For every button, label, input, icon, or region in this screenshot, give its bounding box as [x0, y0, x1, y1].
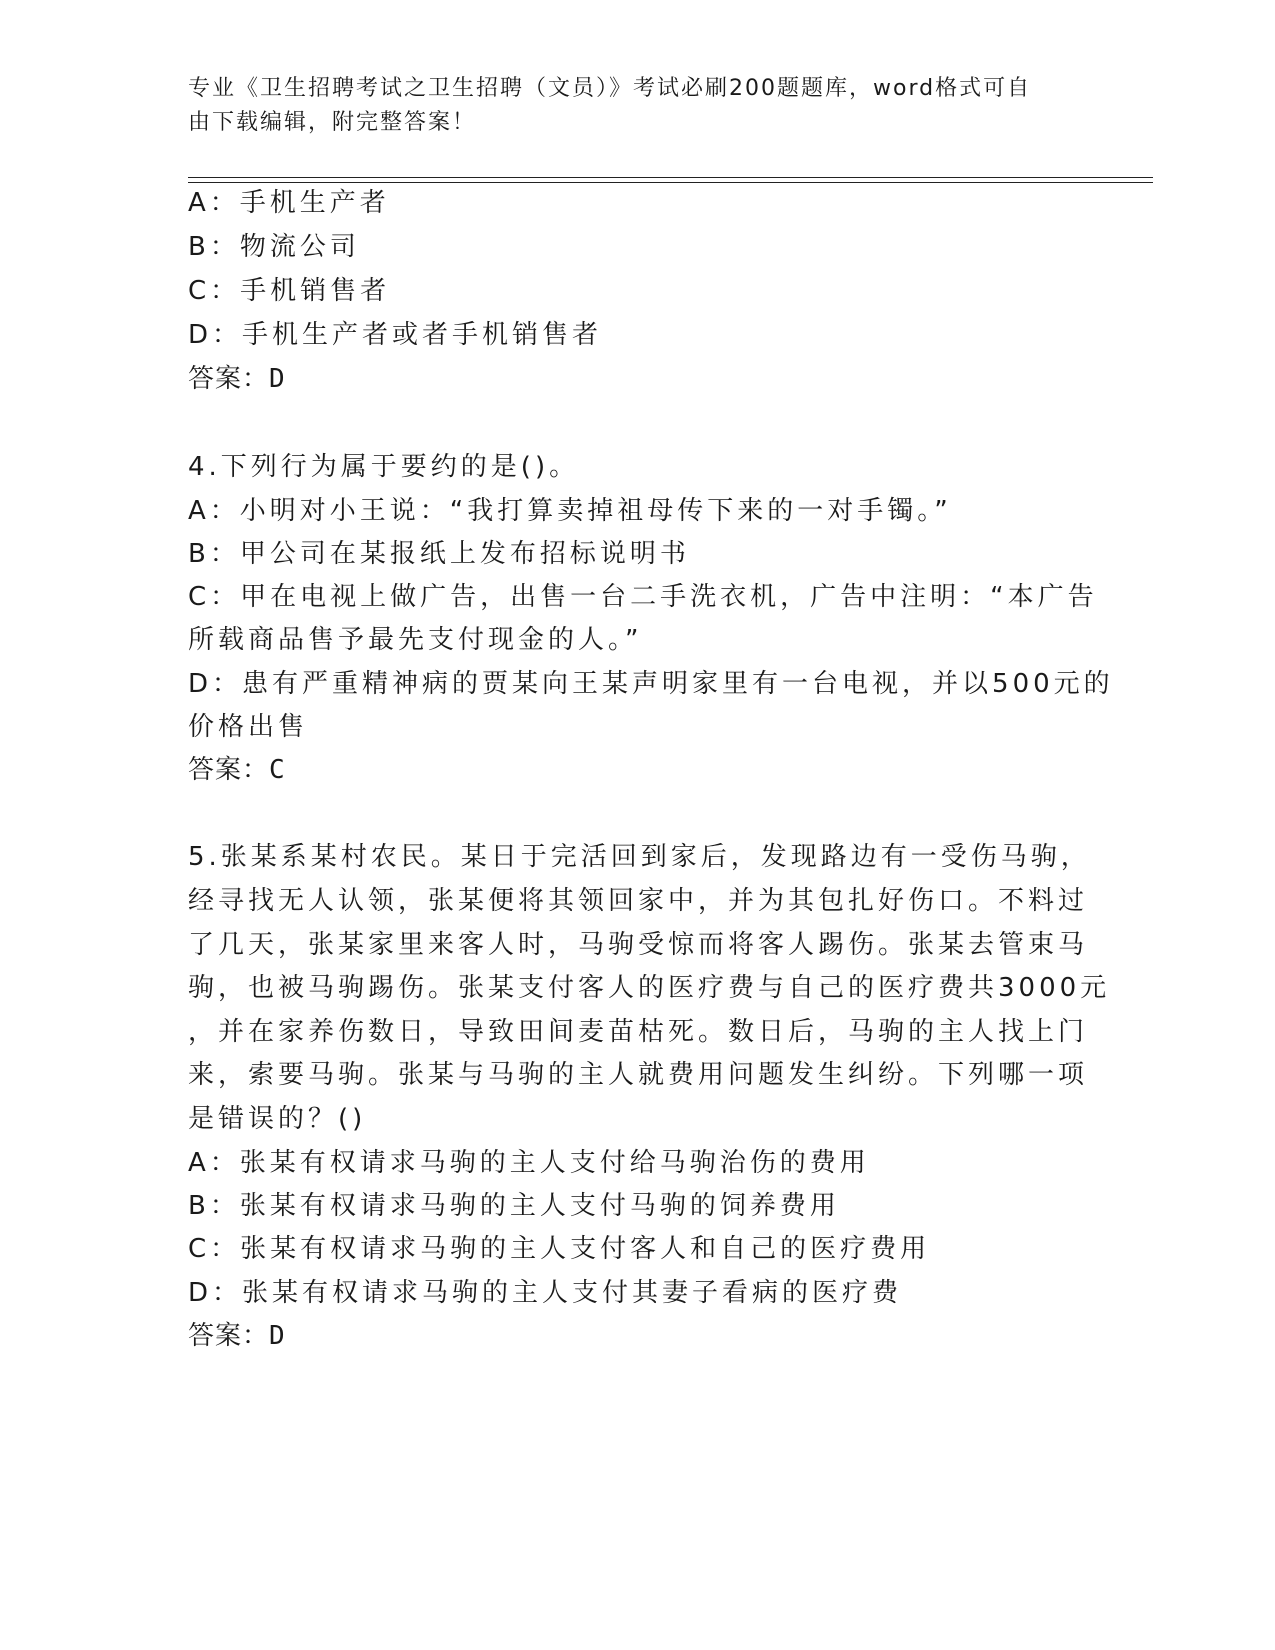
document-header: [188, 72, 1068, 140]
q4-option-c-line-2: 所载商品售予最先支付现金的人。”: [188, 625, 643, 655]
q5-stem-line-7: 是错误的？(): [188, 1104, 367, 1134]
q4-answer-value: C: [269, 755, 286, 785]
q5-stem-line-5: ，并在家养伤数日，导致田间麦苗枯死。数日后，马驹的主人找上门: [188, 1017, 1089, 1047]
q5-stem-line-6: 来，索要马驹。张某与马驹的主人就费用问题发生纠纷。下列哪一项: [188, 1060, 1089, 1090]
q3-option-d: D：手机生产者或者手机销售者: [188, 320, 603, 350]
q4-stem: 4.下列行为属于要约的是()。: [188, 452, 580, 482]
q3-answer: [188, 362, 286, 396]
header-line-2: 由下载编辑，附完整答案！: [188, 110, 477, 135]
q4-option-a: A：小明对小王说：“我打算卖掉祖母传下来的一对手镯。”: [188, 496, 952, 526]
q5-answer: [188, 1319, 286, 1353]
q5-answer-value: D: [269, 1321, 286, 1351]
header-line-1: 专业《卫生招聘考试之卫生招聘（文员）》考试必刷200题题库，word格式可自: [188, 76, 1032, 101]
q5-stem-line-3: 了几天，张某家里来客人时，马驹受惊而将客人踢伤。张某去管束马: [188, 930, 1089, 960]
q3-option-b: B：物流公司: [188, 232, 360, 262]
q4-option-d-line-2: 价格出售: [188, 712, 309, 742]
q4-option-c-line-1: C：甲在电视上做广告，出售一台二手洗衣机，广告中注明：“本广告: [188, 582, 1098, 612]
q5-stem-line-1: 5.张某系某村农民。某日于完活回到家后，发现路边有一受伤马驹，: [188, 842, 1091, 872]
q3-option-a: A：手机生产者: [188, 188, 390, 218]
q5-stem-line-2: 经寻找无人认领，张某便将其领回家中，并为其包扎好伤口。不料过: [188, 886, 1089, 916]
q5-answer-label: 答案：: [188, 1321, 270, 1351]
q3-answer-label: 答案：: [188, 364, 270, 394]
q5-option-c: C：张某有权请求马驹的主人支付客人和自己的医疗费用: [188, 1234, 931, 1264]
q3-answer-value: D: [269, 364, 286, 394]
q4-option-b: B：甲公司在某报纸上发布招标说明书: [188, 539, 690, 569]
header-divider-top: [188, 177, 1153, 178]
q5-stem-line-4: 驹，也被马驹踢伤。张某支付客人的医疗费与自己的医疗费共3000元: [188, 973, 1111, 1003]
q5-option-b: B：张某有权请求马驹的主人支付马驹的饲养费用: [188, 1191, 840, 1221]
q4-answer-label: 答案：: [188, 755, 270, 785]
q4-option-d-line-1: D：患有严重精神病的贾某向王某声明家里有一台电视，并以500元的: [188, 669, 1114, 699]
q4-answer: [188, 753, 286, 787]
header-divider-bottom: [188, 182, 1153, 183]
q5-option-a: A：张某有权请求马驹的主人支付给马驹治伤的费用: [188, 1148, 870, 1178]
q3-option-c: C：手机销售者: [188, 276, 391, 306]
q5-option-d: D：张某有权请求马驹的主人支付其妻子看病的医疗费: [188, 1278, 903, 1308]
